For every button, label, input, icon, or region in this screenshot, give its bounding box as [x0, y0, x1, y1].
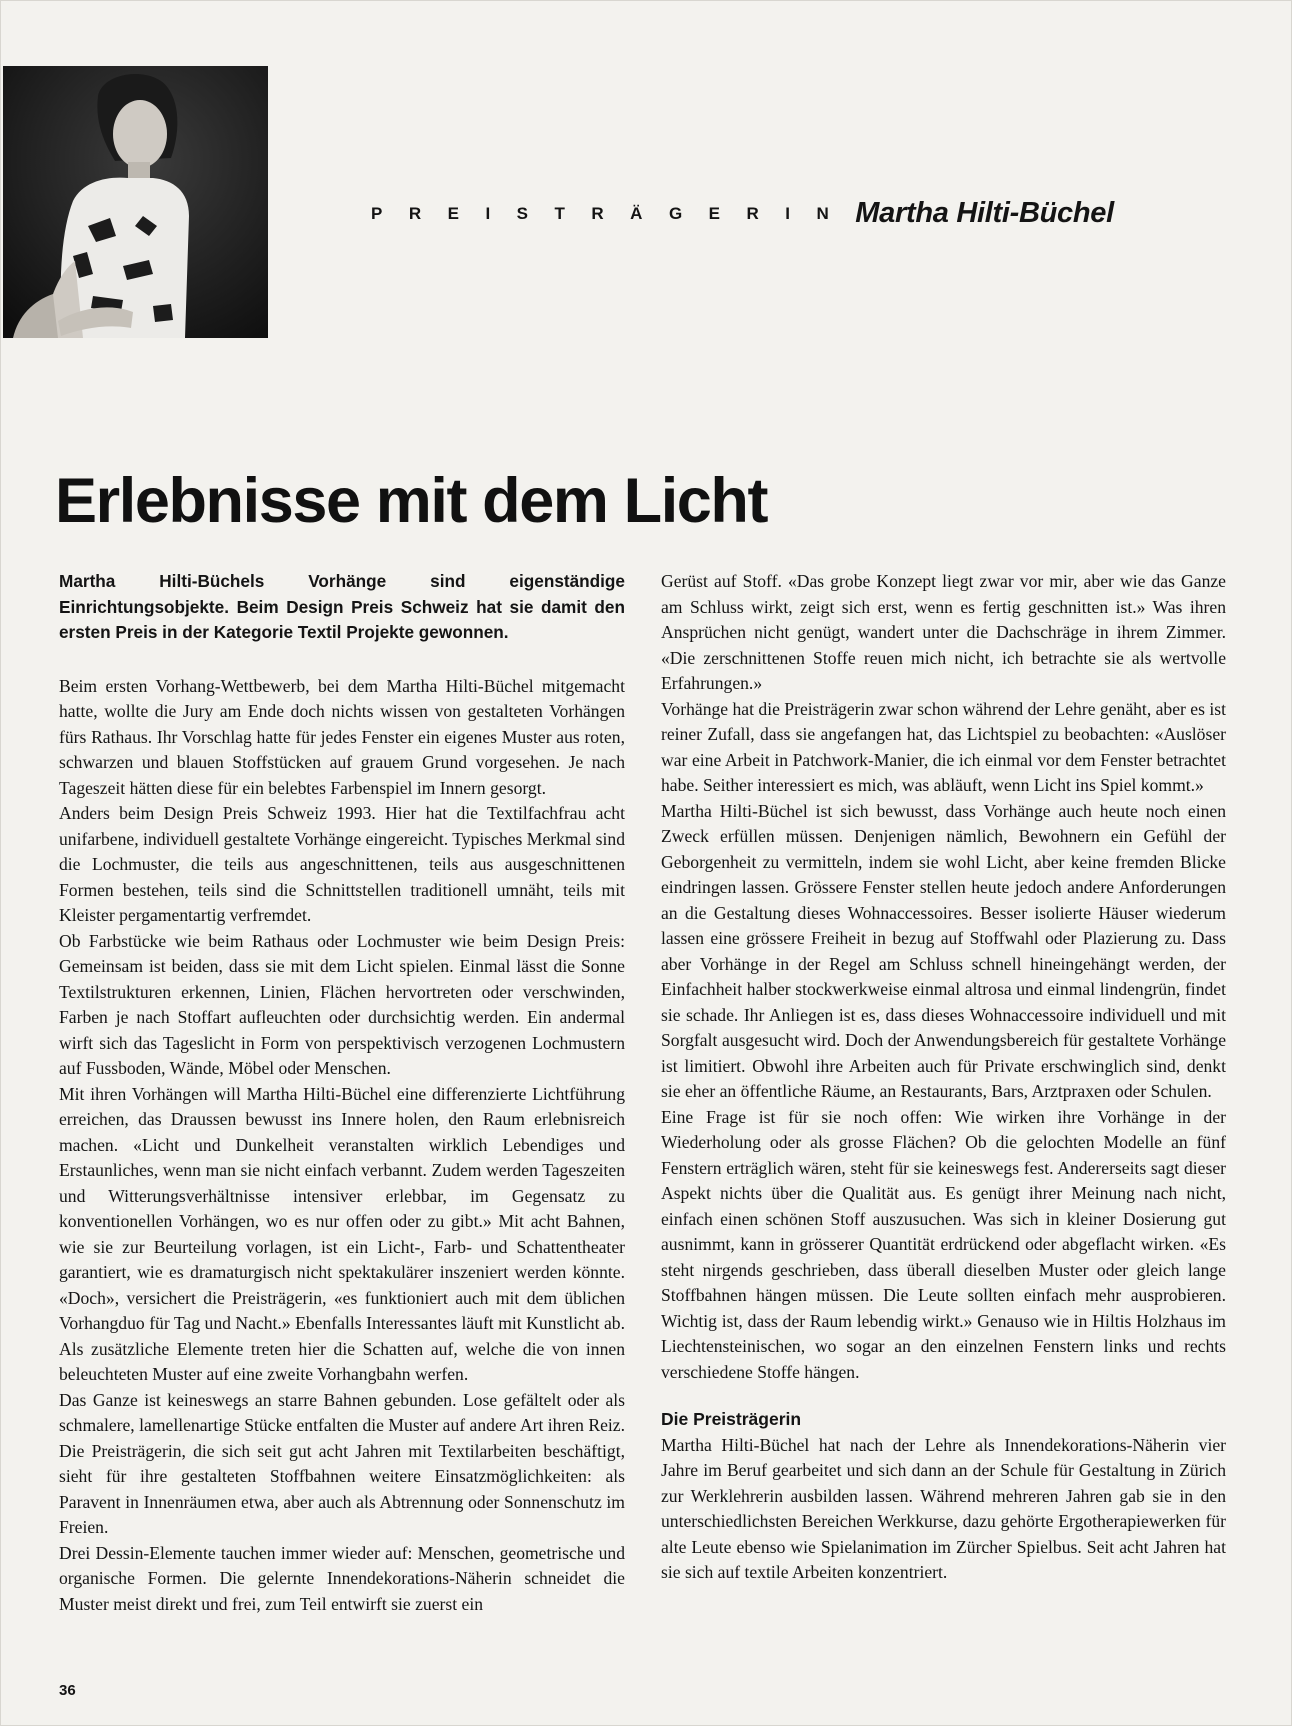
- bio-heading: Die Preisträgerin: [661, 1409, 802, 1429]
- page-number: 36: [59, 1682, 76, 1699]
- headline: Erlebnisse mit dem Licht: [55, 466, 768, 536]
- lead-paragraph: Martha Hilti-Büchels Vorhänge sind eigenständige Einrichtungsobjekte. Beim Design Preis Schweiz hat sie damit den ersten Preis in der Kategorie Textil Projekte gewonnen.: [59, 571, 625, 642]
- body-paragraph: Das Ganze ist keineswegs an starre Bahnen gebunden. Lose gefältelt oder als schmalere, lamellenartige Stücke entfalten die Muster auf andere Art ihren Reiz. Die Preisträgerin, die sich seit gut acht Jahren mit Textilarbeiten beschäftigt, sieht für ihre gestalteten Stoffbahnen weitere Einsatzmöglichkeiten: als Paravent in Innenräumen etwa, aber auch als Abtrennung oder Sonnenschutz im Freien.: [59, 1389, 625, 1537]
- portrait-illustration: [3, 66, 268, 338]
- body-paragraph: Gerüst auf Stoff. «Das grobe Konzept liegt zwar vor mir, aber wie das Ganze am Schluss wirkt, zeigt sich erst, wenn es fertig geschnitten ist.» Was ihren Ansprüchen nicht genügt, wandert unter die Dachschräge in ihrem Zimmer. «Die zerschnittenen Stoffe reuen mich nicht, ich betrachte sie als wertvolle Erfahrungen.»: [661, 571, 1226, 693]
- body-paragraph: Mit ihren Vorhängen will Martha Hilti-Büchel eine differenzierte Lichtführung erreichen, das Draussen bewusst ins Innere holen, den Raum erlebnisreich machen. «Licht und Dunkelheit veranstalten wirklich Lebendiges und Erstaunliches, wenn man sie nicht einfach verbannt. Zudem werden Tageszeiten und Witterungsverhältnisse intensiver erlebbar, im Gegensatz zu konventionellen Vorhängen, wo es nur offen oder zu gibt.» Mit acht Bahnen, wie sie zur Beurteilung vorlagen, ist ein Licht-, Farb- und Schattentheater garantiert, wie es dramaturgisch nicht spektakulärer inszeniert werden könnte. «Doch», versichert die Preisträgerin, «es funktioniert auch mit dem üblichen Vorhangduo für Tag und Nacht.» Ebenfalls Interessantes läuft mit Kunstlicht ab. Als zusätzliche Elemente treten hier die Schatten auf, welche die von innen beleuchteten Muster auf eine zweite Vorhangbahn werfen.: [59, 1083, 625, 1384]
- portrait-photo: [3, 66, 268, 338]
- body-paragraph: Vorhänge hat die Preisträgerin zwar schon während der Lehre genäht, aber es ist reiner Zufall, dass sie angefangen hat, das Lichtspiel zu beobachten: «Auslöser war eine Arbeit in Patchwork-Manier, die ich einmal vor dem Fenster betrachtet habe. Seither interessiert es mich, was abläuft, wenn Licht ins Spiel kommt.»: [661, 698, 1226, 795]
- right-column: [661, 569, 1226, 1586]
- body-paragraph: Martha Hilti-Büchel ist sich bewusst, dass Vorhänge auch heute noch einen Zweck erfüllen müssen. Denjenigen nämlich, Bewohnern ein Gefühl der Geborgenheit zu vermitteln, indem sie wohl Licht, aber keine fremden Blicke eindringen lassen. Grössere Fenster stellen heute jedoch andere Anforderungen an die Gestaltung dieses Wohnaccessoires. Besser isolierte Häuser wiederum lassen eine grössere Freiheit in bezug auf Stoffwahl oder Plazierung zu. Dass aber Vorhänge in der Regel am Schluss schnell hineingehängt werden, der Einfachheit halber stockwerkweise einmal altrosa und einmal lindengrün, findet sie schade. Ihr Anliegen ist es, dass dieses Wohnaccessoire individuell und mit Sorgfalt ausgesucht wird. Doch der Anwendungsbereich für gestaltete Vorhänge ist limitiert. Obwohl ihre Arbeiten auch für Private erschwinglich sind, denkt sie eher an öffentliche Räume, an Restaurants, Bars, Arztpraxen oder Schulen.: [661, 800, 1226, 1101]
- body-paragraph: Drei Dessin-Elemente tauchen immer wieder auf: Menschen, geometrische und organische Formen. Die gelernte Innendekorations-Näherin schneidet die Muster meist direkt und frei, zum Teil entwirft sie zuerst ein: [59, 1542, 625, 1614]
- body-paragraph: Ob Farbstücke wie beim Rathaus oder Lochmuster wie beim Design Preis: Gemeinsam ist beiden, dass sie mit dem Licht spielen. Einmal lässt die Sonne Textilstrukturen erkennen, Linien, Flächen hervortreten oder verschwinden, Farben je nach Stoffart aufleuchten oder durchsichtig werden. Ein andermal wirft sich das Tageslicht in Form von perspektivisch verzogenen Lochmustern auf Fussboden, Wände, Möbel oder Menschen.: [59, 930, 625, 1078]
- kicker-label: PREISTRÄGERIN: [371, 203, 856, 223]
- body-paragraph: Eine Frage ist für sie noch offen: Wie wirken ihre Vorhänge in der Wiederholung oder als grosse Flächen? Ob die gelochten Modelle an fünf Fenstern erträglich wären, steht für sie keineswegs fest. Andererseits sagt dieser Aspekt nichts über die Qualität aus. Es genügt ihrer Meinung nach nicht, einfach einen schönen Stoff auszusuchen. Was sich in kleiner Dosierung gut ausnimmt, kann in grösserer Quantität erdrückend oder abgeflacht wirken. «Es steht nirgends geschrieben, dass überall dieselben Muster oder gleich lange Stoffbahnen hängen müssen. Die Leute sollten einfach mehr ausprobieren. Wichtig ist, dass der Raum lebendig wirkt.» Genauso wie in Hiltis Holzhaus im Liechtensteinischen, wo sogar an den einzelnen Fenstern links und rechts verschiedene Stoffe hängen.: [661, 1106, 1226, 1382]
- bio-text: Martha Hilti-Büchel hat nach der Lehre als Innendekorations-Näherin vier Jahre im Beruf gearbeitet und sich dann an der Schule für Gestaltung in Zürich zur Werklehrerin ausbilden lassen. Während mehreren Jahren gab sie in den unterschiedlichsten Bereichen Werkkurse, dazu gehörte Ergotherapiewerken für alte Leute ebenso wie Spielanimation im Zürcher Spielbus. Seit acht Jahren hat sie sich auf textile Arbeiten konzentriert.: [661, 1434, 1226, 1582]
- kicker: [371, 197, 1226, 230]
- kicker-name: Martha Hilti-Büchel: [855, 197, 1114, 229]
- left-column: [59, 569, 625, 1617]
- body-paragraph: Beim ersten Vorhang-Wettbewerb, bei dem Martha Hilti-Büchel mitgemacht hatte, wollte die Jury am Ende doch nichts wissen von gestalteten Vorhängen fürs Rathaus. Ihr Vorschlag hatte für jedes Fenster ein eigenes Muster aus roten, schwarzen und blauen Stoffstücken auf grauem Grund vorgesehen. Je nach Tageszeit hätten diese für ein belebtes Farbenspiel im Innern gesorgt.: [59, 675, 625, 798]
- body-paragraph: Anders beim Design Preis Schweiz 1993. Hier hat die Textilfachfrau acht unifarbene, individuell gestaltete Vorhänge eingereicht. Typisches Merkmal sind die Lochmuster, die teils aus angeschnittenen, teils aus ausgeschnittenen Formen bestehen, teils sind die Schnittstellen traditionell umnäht, teils mit Kleister pergamentartig verfremdet.: [59, 803, 626, 925]
